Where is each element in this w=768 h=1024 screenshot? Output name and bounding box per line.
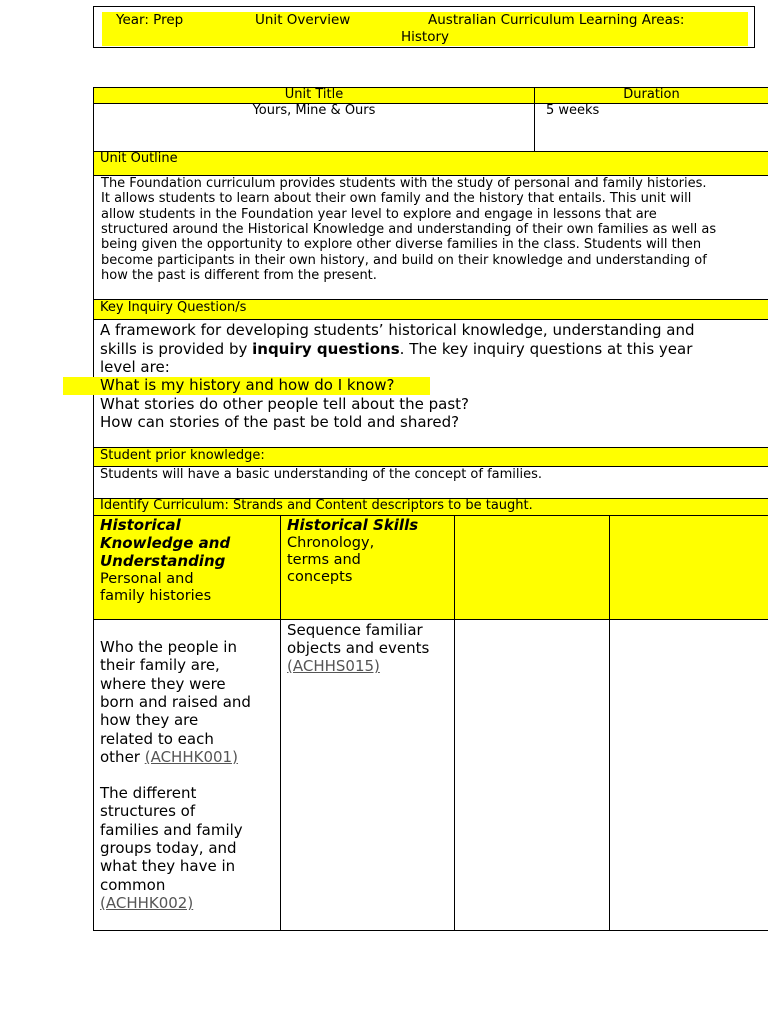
subject-label: History — [400, 29, 450, 45]
duration-value: 5 weeks — [546, 103, 600, 118]
inquiry-intro-line1: A framework for developing students’ historical knowledge, understanding and — [100, 321, 695, 339]
prior-label: Student prior knowledge: — [100, 448, 265, 463]
inquiry-question-3: How can stories of the past be told and shared? — [100, 413, 460, 431]
header-banner — [102, 12, 748, 46]
achhk002-link[interactable]: (ACHHK002) — [100, 894, 194, 912]
prior-text: Students will have a basic understanding of the concept of families. — [100, 467, 543, 482]
inquiry-question-2: What stories do other people tell about the past? — [100, 395, 470, 413]
unit-outline-header — [94, 152, 768, 175]
achhk001-link[interactable]: (ACHHK001) — [144, 748, 238, 766]
inquiry-intro-line3: level are: — [100, 358, 170, 376]
header-box — [93, 6, 755, 48]
inquiry-question-1: What is my history and how do I know? — [100, 376, 395, 394]
unit-overview-label: Unit Overview — [255, 12, 351, 28]
unit-outline-label: Unit Outline — [100, 151, 178, 166]
learning-areas-label: Australian Curriculum Learning Areas: — [428, 12, 685, 28]
unit-title-value: Yours, Mine & Ours — [252, 103, 376, 118]
achhs015-link[interactable]: (ACHHS015) — [287, 657, 380, 675]
duration-label: Duration — [623, 87, 680, 102]
inquiry-label: Key Inquiry Question/s — [100, 300, 247, 315]
year-label: Year: Prep — [116, 12, 184, 28]
inquiry-intro-line2: skills is provided by inquiry questions. The key inquiry questions at this year — [100, 340, 693, 358]
unit-title-label: Unit Title — [284, 87, 344, 102]
curriculum-label: Identify Curriculum: Strands and Content descriptors to be taught. — [100, 498, 533, 513]
